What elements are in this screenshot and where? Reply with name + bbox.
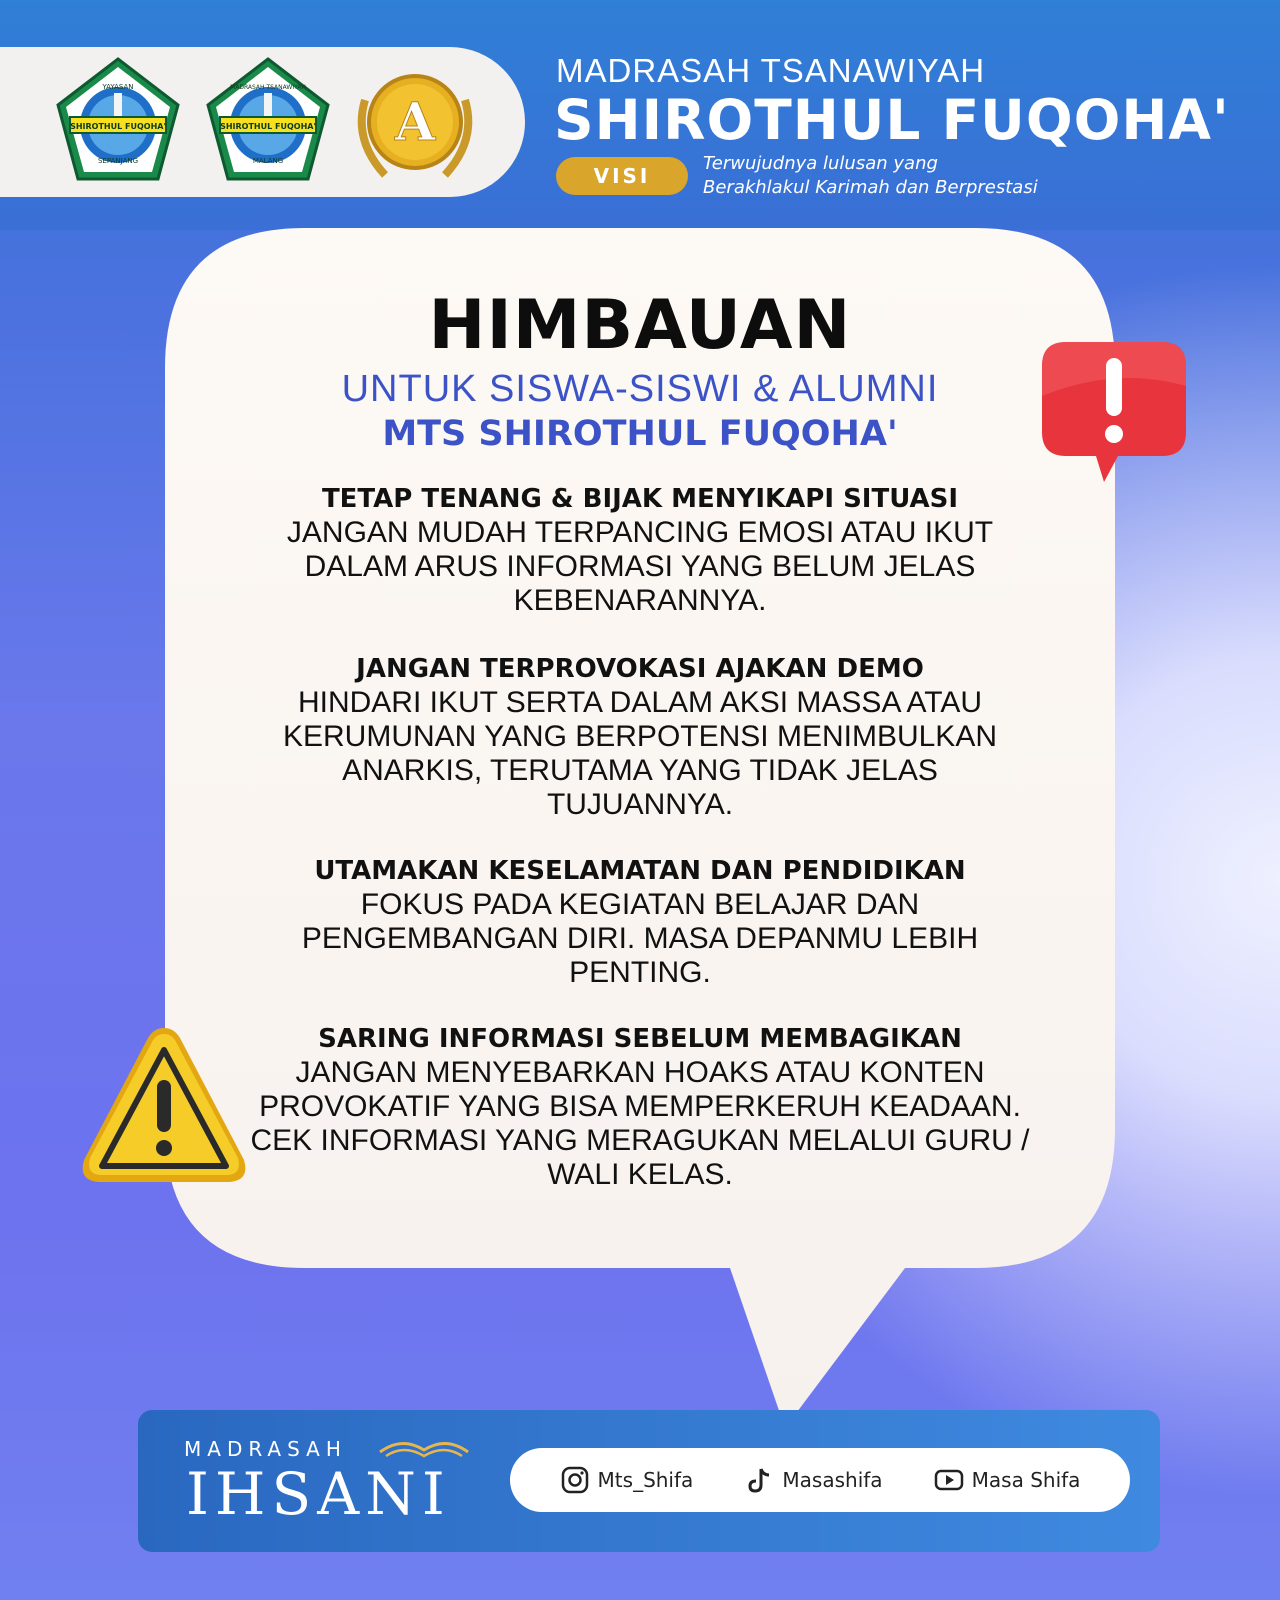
logo1-bottom-text: SEPANJANG [97, 157, 139, 165]
instagram-icon [560, 1465, 590, 1495]
notice-item-body: JANGAN MUDAH TERPANCING EMOSI ATAU IKUT DALAM ARUS INFORMASI YANG BELUM JELAS KEBENARANNYA. [286, 516, 994, 617]
social-youtube-label: Masa Shifa [971, 1468, 1081, 1492]
warning-triangle-icon [78, 1020, 250, 1190]
social-instagram[interactable] [560, 1465, 694, 1495]
notice-title: HIMBAUAN [428, 286, 852, 365]
visi-line-2: Berakhlakul Karimah dan Berprestasi [703, 177, 1038, 198]
notice-item [165, 652, 1115, 822]
notice-content [165, 228, 1115, 1228]
notice-item-title: TETAP TENANG & BIJAK MENYIKAPI SITUASI [321, 484, 959, 514]
badge-letter: A [394, 92, 436, 153]
notice-item-title: JANGAN TERPROVOKASI AJAKAN DEMO [356, 654, 924, 684]
logo2-bottom-text: MALANG [252, 157, 284, 165]
logo2-top-text: MADRASAH TSANAWIYAH [230, 84, 306, 91]
youtube-icon [934, 1465, 964, 1495]
social-tiktok-label: Masashifa [782, 1468, 883, 1492]
open-book-icon [376, 1432, 472, 1460]
notice-item-title: SARING INFORMASI SEBELUM MEMBAGIKAN [318, 1024, 962, 1054]
notice-item-body: JANGAN MENYEBARKAN HOAKS ATAU KONTEN PROVOKATIF YANG BISA MEMPERKERUH KEADAAN. CEK INFORMASI YANG MERAGUKAN MELALUI GURU / WALI KELAS. [250, 1056, 1030, 1191]
accreditation-a-badge [345, 60, 485, 190]
mts-logo [200, 55, 336, 187]
brand-small-label: MADRASAH [184, 1437, 347, 1461]
visi-line-1: Terwujudnya lulusan yang [703, 153, 938, 174]
exclamation-bubble-icon [1036, 336, 1192, 486]
notice-item [165, 482, 1115, 618]
notice-item-body: FOKUS PADA KEGIATAN BELAJAR DAN PENGEMBANGAN DIRI. MASA DEPANMU LEBIH PENTING. [301, 888, 979, 989]
notice-item [165, 1022, 1115, 1192]
social-instagram-label: Mts_Shifa [597, 1468, 694, 1492]
logo1-band-text: SHIROTHUL FUQOHA' [70, 122, 166, 131]
tiktok-icon [744, 1465, 774, 1495]
social-youtube[interactable] [934, 1465, 1081, 1495]
school-name-title: SHIROTHUL FUQOHA' [554, 88, 1230, 152]
notice-subtitle-audience: UNTUK SISWA-SISWI & ALUMNI [341, 368, 939, 410]
visi-badge: VISI [556, 157, 688, 195]
brand-name: IHSANI [186, 1460, 451, 1528]
yayasan-logo [50, 55, 186, 187]
notice-item-body: HINDARI IKUT SERTA DALAM AKSI MASSA ATAU KERUMUNAN YANG BERPOTENSI MENIMBULKAN ANARKIS, TERUTAMA YANG TIDAK JELAS TUJUANNYA. [282, 686, 997, 821]
social-links [510, 1448, 1130, 1512]
logo2-band-text: SHIROTHUL FUQOHA' [220, 122, 316, 131]
notice-subtitle-school: MTS SHIROTHUL FUQOHA' [382, 414, 898, 454]
notice-item-title: UTAMAKAN KESELAMATAN DAN PENDIDIKAN [314, 856, 966, 886]
social-tiktok[interactable] [744, 1465, 882, 1495]
notice-item [165, 854, 1115, 990]
logo1-top-text: YAYASAN [102, 83, 134, 91]
visi-text [703, 152, 1038, 200]
school-type-label: MADRASAH TSANAWIYAH [556, 52, 986, 89]
